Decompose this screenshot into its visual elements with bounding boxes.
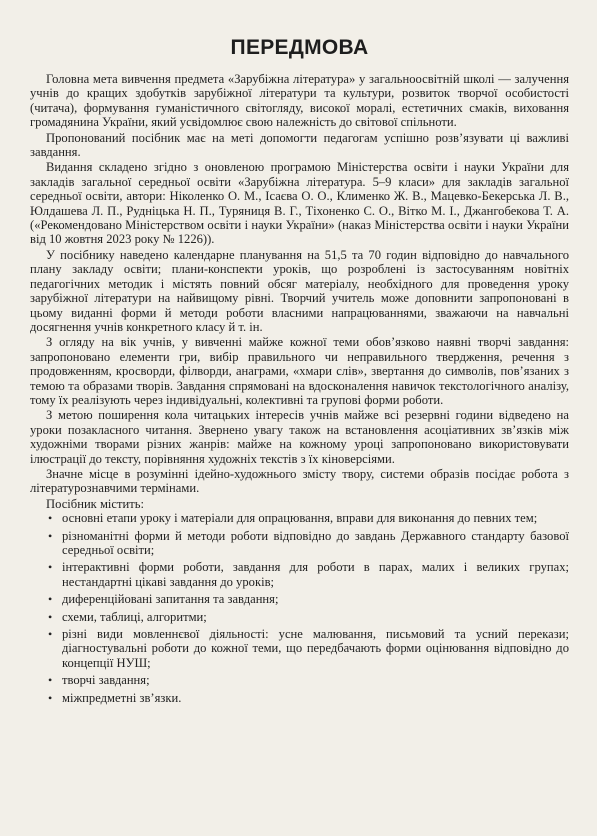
paragraph-goal: Головна мета вивчення предмета «Зарубіжна література» у загальноосвітній школі — залучення учнів до кращих здобутків зарубіжної літератури та культури, розвиток творчої особистості (читача), формування гуманістичного світогляду, високої моралі, естетичних смаків, виховання громадянина України, який усвідомлює свою належність до світової спільноти. (30, 72, 569, 130)
contents-list (30, 511, 569, 705)
bullet-icon: • (48, 609, 53, 624)
paragraph-creative-tasks: З огляду на вік учнів, у вивченні майже кожної теми обов’язково наявні творчі завдання: запропоновано елементи гри, вибір правильного чи неправильного твердження, речення з продовженням, кросворди, філворди, анаграми, «хмари слів», звертання до символів, пов’язаних з темою та образами творів. Завдання спрямовані на вдосконалення навичок текстологічного аналізу, тому їх реалізують через індивідуальні, колективні та групові форми роботи. (30, 335, 569, 407)
list-intro: Посібник містить: (46, 496, 144, 511)
page-title: ПЕРЕДМОВА (230, 36, 369, 59)
list-item-text: творчі завдання; (62, 673, 150, 688)
paragraph-reading: З метою поширення кола читацьких інтересів учнів майже всі резервні години відведено на уроки позакласного читання. Звернено увагу також на встановлення асоціативних зв’язків між художніми творами різних жанрів: майже на кожному уроці запропоновано використовувати ілюстрації до тексту, порівняння художніх текстів з їх кіноверсіями. (30, 408, 569, 466)
paragraph-program: Видання складено згідно з оновленою програмою Міністерства освіти і науки України для закладів загальної середньої освіти «Зарубіжна література. 5–9 класи» для закладів загальної середньої освіти, автори: Ніколенко О. М., Ісаєва О. О., Клименко Ж. В., Мацевко-Бекерська Л. В., Юлдашева Л. П., Рудніцька Н. П., Туряниця В. Г., Тіхоненко С. О., Вітко М. І., Джангобекова Т. А. («Рекомендовано Міністерством освіти і науки України» (наказ Міністерства освіти і науки України від 10 жовтня 2023 року № 1226)). (30, 160, 569, 247)
bullet-icon: • (48, 592, 53, 607)
paragraph-purpose: Пропонований посібник має на меті допомогти педагогам успішно розв’язувати ці важливі завдання. (30, 130, 569, 160)
bullet-icon: • (48, 690, 53, 705)
list-item-text: різні види мовленнєвої діяльності: усне малювання, письмовий та усний перекази; діагностувальні роботи до кожної теми, що передбачають форми оцінювання відповідно до концепції НУШ; (62, 627, 569, 670)
bullet-icon: • (48, 627, 53, 642)
list-item (48, 560, 569, 589)
list-item (48, 610, 569, 624)
bullet-icon: • (48, 673, 53, 688)
list-item-text: схеми, таблиці, алгоритми; (62, 609, 207, 624)
list-item (48, 592, 569, 606)
list-item-text: різноманітні форми й методи роботи відповідно до завдань Державного стандарту базової середньої освіти; (62, 528, 569, 557)
bullet-icon: • (48, 511, 53, 526)
list-item (48, 691, 569, 705)
list-item (48, 673, 569, 687)
list-item-text: основні етапи уроку і матеріали для опрацювання, вправи для виконання до певних тем; (62, 511, 538, 526)
bullet-icon: • (48, 528, 53, 543)
list-item-text: інтерактивні форми роботи, завдання для роботи в парах, малих і великих групах; нестандартні цікаві завдання до уроків; (62, 560, 569, 589)
list-item (48, 511, 569, 525)
list-item (48, 627, 569, 670)
paragraph-planning: У посібнику наведено календарне планування на 51,5 та 70 годин відповідно до навчального плану закладу освіти; плани-конспекти уроків, що розроблені із застосуванням новітніх педагогічних методик і містять повний обсяг матеріалу, необхідного для проведення уроку зарубіжної літератури на найвищому рівні. Творчий учитель може доповнити запропоновані в цьому виданні форми й методи роботи власними напрацюваннями, зважаючи на навчальні досягнення учнів конкретного класу й т. ін. (30, 247, 569, 334)
list-item-text: міжпредметні зв’язки. (62, 690, 182, 705)
paragraph-terms: Значне місце в розумінні ідейно-художнього змісту твору, системи образів посідає робота з літературознавчими термінами. (30, 466, 569, 496)
list-item-text: диференційовані запитання та завдання; (62, 592, 279, 607)
list-item (48, 529, 569, 558)
bullet-icon: • (48, 560, 53, 575)
